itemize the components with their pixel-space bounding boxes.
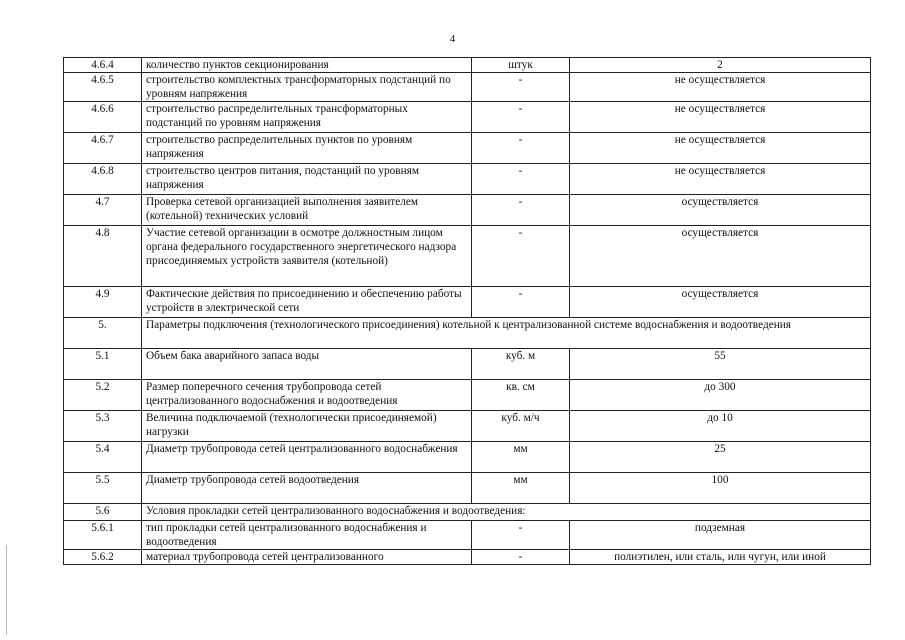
row-unit: - [472,164,570,195]
table-row [64,133,871,164]
table-row [64,58,871,73]
table-row [64,473,871,504]
row-value: не осуществляется [570,73,871,102]
row-description: Диаметр трубопровода сетей водоотведения [142,473,472,504]
row-number: 5.6 [64,504,142,521]
row-unit: кв. см [472,380,570,411]
row-value: до 300 [570,380,871,411]
row-number: 5.1 [64,349,142,380]
row-value: 25 [570,442,871,473]
row-value: 100 [570,473,871,504]
table-row [64,164,871,195]
table-row [64,442,871,473]
row-number: 4.9 [64,287,142,318]
row-number: 5.6.1 [64,521,142,550]
row-unit: штук [472,58,570,73]
table-row [64,195,871,226]
row-unit: - [472,287,570,318]
row-value: до 10 [570,411,871,442]
row-number: 4.7 [64,195,142,226]
margin-mark [6,545,7,635]
table-row [64,318,871,349]
row-value: осуществляется [570,226,871,287]
row-description: Размер поперечного сечения трубопровода сетей централизованного водоснабжения и водоотведения [142,380,472,411]
table-row [64,550,871,565]
table-row [64,504,871,521]
row-value: осуществляется [570,287,871,318]
row-description: Фактические действия по присоединению и обеспечению работы устройств в электрической сети [142,287,472,318]
row-description: тип прокладки сетей централизованного водоснабжения и водоотведения [142,521,472,550]
row-value: осуществляется [570,195,871,226]
table-row [64,411,871,442]
row-unit: мм [472,473,570,504]
row-value: 55 [570,349,871,380]
row-unit: мм [472,442,570,473]
row-number: 4.6.5 [64,73,142,102]
row-unit: - [472,102,570,133]
row-description: строительство комплектных трансформаторных подстанций по уровням напряжения [142,73,472,102]
row-value: подземная [570,521,871,550]
table-row [64,226,871,287]
section-heading: Условия прокладки сетей централизованного водоснабжения и водоотведения: [142,504,871,521]
row-description: строительство распределительных трансформаторных подстанций по уровням напряжения [142,102,472,133]
row-number: 5.3 [64,411,142,442]
row-number: 5.5 [64,473,142,504]
row-unit: - [472,73,570,102]
row-number: 5. [64,318,142,349]
row-value: не осуществляется [570,102,871,133]
row-description: количество пунктов секционирования [142,58,472,73]
row-description: строительство центров питания, подстанций по уровням напряжения [142,164,472,195]
row-number: 4.8 [64,226,142,287]
row-unit: куб. м [472,349,570,380]
row-number: 4.6.7 [64,133,142,164]
row-description: Диаметр трубопровода сетей централизованного водоснабжения [142,442,472,473]
row-unit: - [472,195,570,226]
row-description: Величина подключаемой (технологически присоединяемой) нагрузки [142,411,472,442]
row-description: материал трубопровода сетей централизованного [142,550,472,565]
page-number: 4 [449,33,456,45]
row-number: 4.6.8 [64,164,142,195]
row-unit: - [472,521,570,550]
row-unit: - [472,226,570,287]
row-description: Проверка сетевой организацией выполнения заявителем (котельной) технических условий [142,195,472,226]
row-number: 5.4 [64,442,142,473]
row-unit: - [472,550,570,565]
row-unit: куб. м/ч [472,411,570,442]
table-row [64,287,871,318]
row-description: строительство распределительных пунктов по уровням напряжения [142,133,472,164]
row-value: не осуществляется [570,164,871,195]
table-row [64,349,871,380]
row-description: Участие сетевой организации в осмотре должностным лицом органа федерального государственного энергетического надзора присоединяемых устройств заявителя (котельной) [142,226,472,287]
row-number: 5.2 [64,380,142,411]
table-row [64,521,871,550]
section-heading: Параметры подключения (технологического присоединения) котельной к централизованной системе водоснабжения и водоотведения [142,318,871,349]
row-value: полиэтилен, или сталь, или чугун, или иной [570,550,871,565]
row-description: Объем бака аварийного запаса воды [142,349,472,380]
table-row [64,380,871,411]
parameters-table [63,57,871,565]
row-value: 2 [570,58,871,73]
table-row [64,73,871,102]
row-number: 4.6.4 [64,58,142,73]
row-value: не осуществляется [570,133,871,164]
table-row [64,102,871,133]
row-number: 4.6.6 [64,102,142,133]
row-number: 5.6.2 [64,550,142,565]
row-unit: - [472,133,570,164]
